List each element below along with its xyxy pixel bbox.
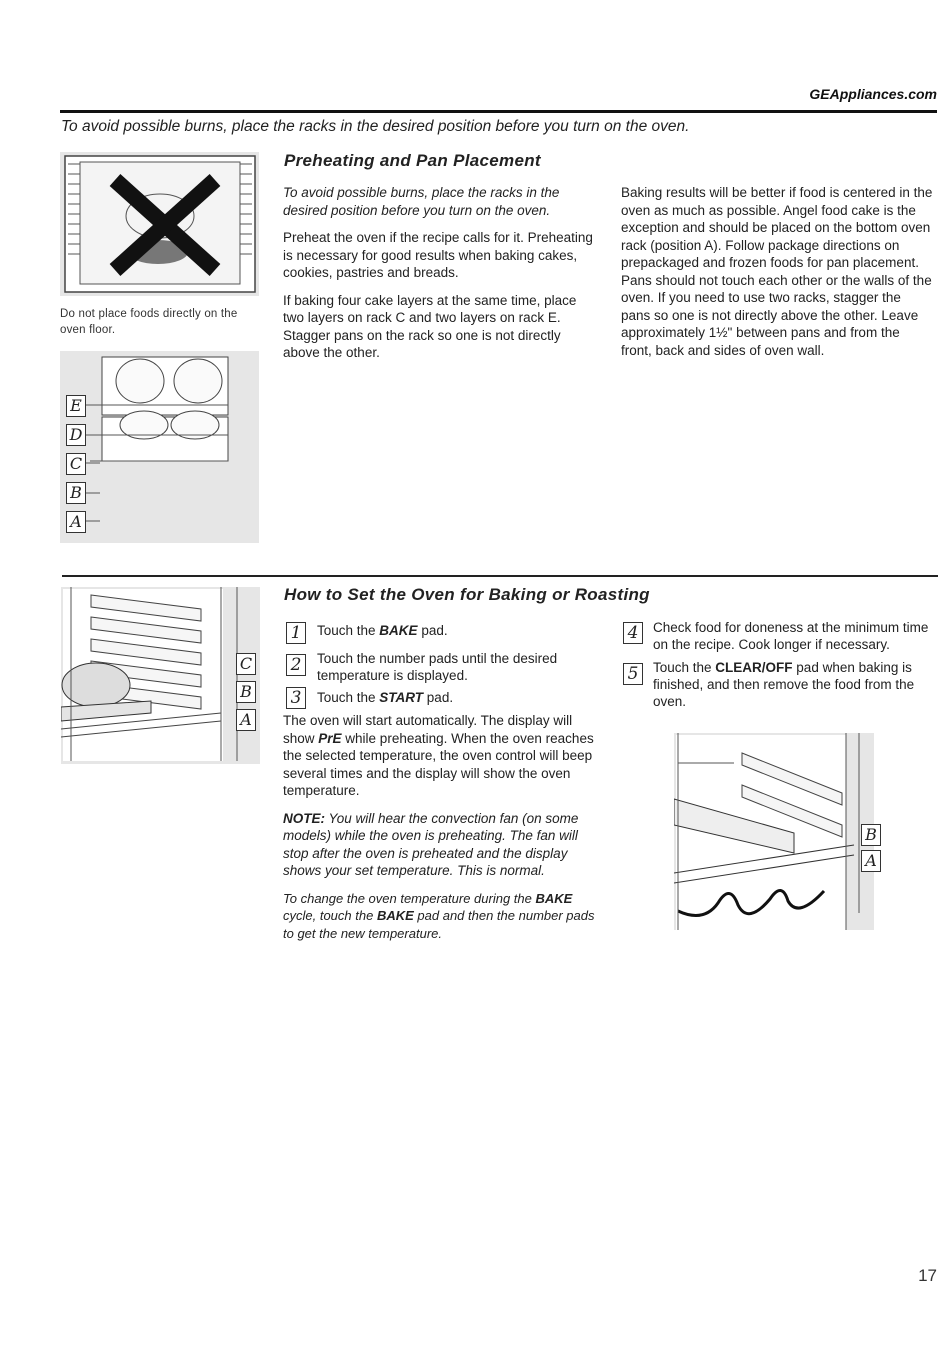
step-number: 5 [623, 663, 643, 685]
rack-positions-illustration [60, 351, 259, 543]
preheat-column-1 [283, 184, 598, 372]
bake-title: How to Set the Oven for Baking or Roasting [284, 585, 650, 604]
preheat-title: Preheating and Pan Placement [284, 151, 541, 170]
header-rule [60, 110, 937, 113]
step-text: Touch the BAKE pad. [317, 623, 448, 638]
rack-label-e: E [66, 395, 86, 417]
rack-label-c: C [66, 453, 86, 475]
preheat-column-2 [621, 184, 933, 369]
site-url: GEAppliances.com [809, 86, 937, 102]
rack-label-a: A [861, 850, 881, 872]
oven-floor-illustration [60, 152, 259, 296]
roasting-illustration [61, 587, 260, 764]
baking-sheet-figure [674, 733, 874, 930]
figure-caption: Do not place foods directly on the oven floor. [60, 308, 238, 336]
pan-placement-paragraph: Baking results will be better if food is centered in the oven as much as possible. Angel food cake is the exception and should be placed on the bottom oven rack (position A). Follow package directions on prepackaged and frozen foods for pan placement. Pans should not touch each other or the walls of the oven. If you need to use two racks, stagger the pans so one is not directly above the other. Leave approximately 1½" between pans and from the front, back and sides of oven wall. [621, 185, 933, 358]
roasting-figure [61, 587, 260, 764]
step-text: Touch the START pad. [317, 690, 454, 705]
step-number: 2 [286, 654, 306, 676]
preheat-paragraph: If baking four cake layers at the same time, place two layers on rack C and two layers on rack E. Stagger pans on the rack so one is not directly above the other. [283, 292, 577, 360]
intro-warning: To avoid possible burns, place the racks in the desired position before you turn on the oven. [61, 118, 690, 135]
page-number: 17 [918, 1266, 937, 1285]
rack-positions-figure [60, 351, 259, 543]
rack-label-d: D [66, 424, 86, 446]
step-text: Touch the CLEAR/OFF pad when baking is finished, and then remove the food from the oven. [653, 660, 915, 709]
rack-label-a: A [236, 709, 256, 731]
convection-note: NOTE: You will hear the convection fan (on some models) while the oven is preheating. The fan will stop after the oven is preheated and the display shows your set temperature. This is normal. [283, 810, 579, 878]
oven-floor-figure [60, 152, 259, 296]
preheat-paragraph: Preheat the oven if the recipe calls for it. Preheating is necessary for good results when baking cakes, cookies, pastries and breads. [283, 230, 593, 280]
step-number: 1 [286, 622, 306, 644]
rack-label-b: B [236, 681, 256, 703]
rack-label-b: B [861, 824, 881, 846]
step-number: 4 [623, 622, 643, 644]
section-divider [62, 575, 938, 577]
rack-label-a: A [66, 511, 86, 533]
step-text: Touch the number pads until the desired temperature is displayed. [317, 651, 558, 683]
rack-label-c: C [236, 653, 256, 675]
step-number: 3 [286, 687, 306, 709]
baking-sheet-illustration [674, 733, 874, 930]
change-temperature-text: To change the oven temperature during the BAKE cycle, touch the BAKE pad and then the number pads to get the new temperature. [283, 890, 595, 941]
rack-label-b: B [66, 482, 86, 504]
preheat-paragraph: To avoid possible burns, place the racks in the desired position before you turn on the oven. [283, 185, 560, 218]
auto-start-text: The oven will start automatically. The display will show PrE while preheating. When the oven reaches the selected temperature, the oven control will beep several times and the display will show the oven temperature. NOTE: You will hear the convection fan (on some models) while the oven is preheating. The fan will stop after the oven is preheated and the display shows your set temperature. This is normal. To change the oven temperature during the BAKE cycle, touch the BAKE pad and then the number pads to get the new temperature. [283, 712, 601, 952]
step-text: Check food for doneness at the minimum time on the recipe. Cook longer if necessary. [653, 620, 929, 652]
